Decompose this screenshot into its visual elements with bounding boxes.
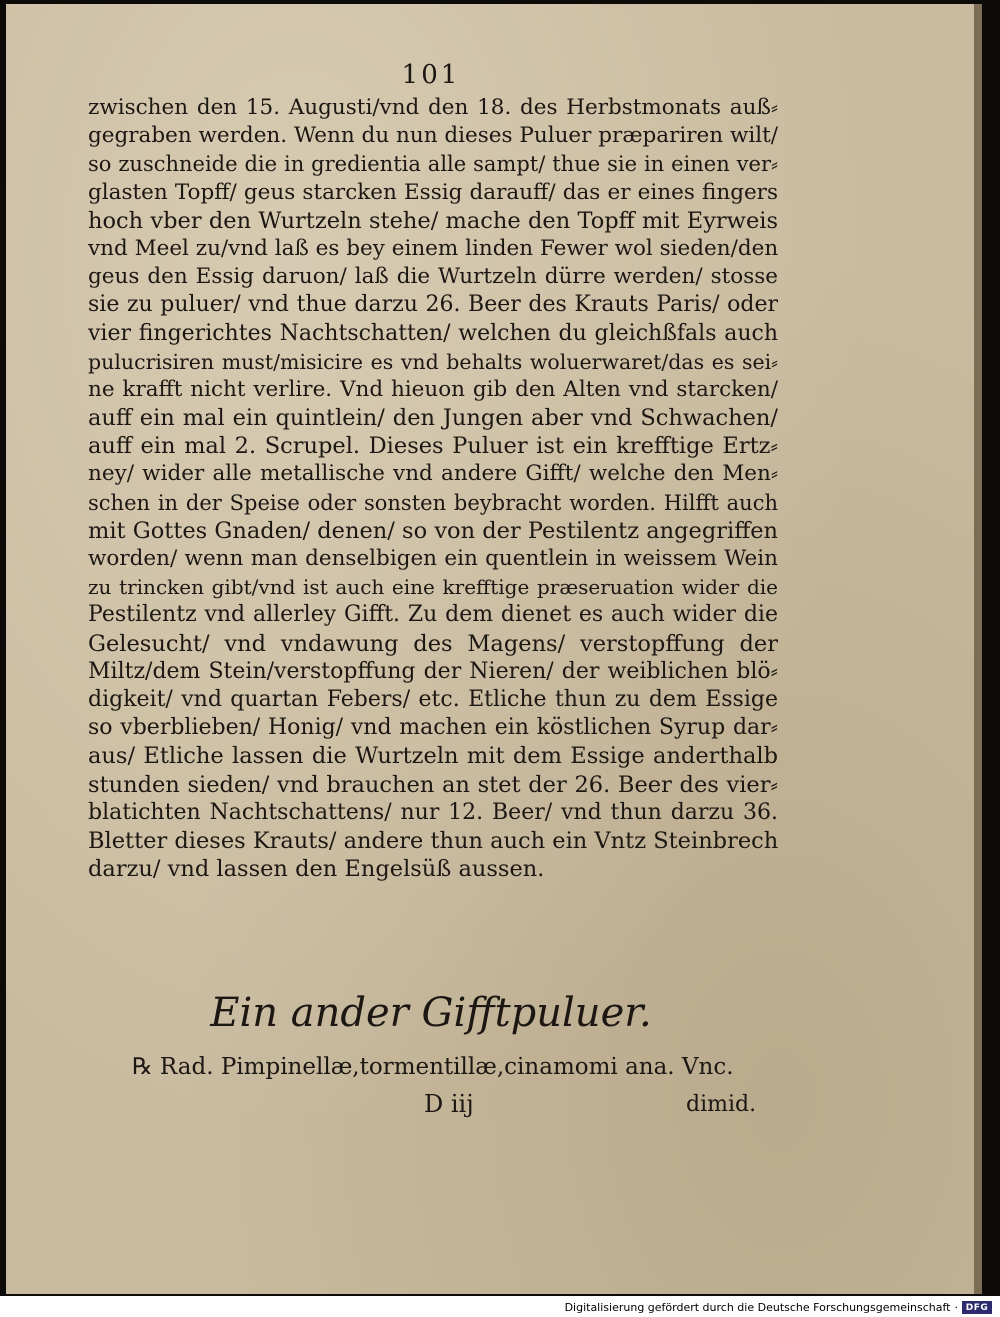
text-line: Bletter dieses Krauts/ andere thun auch ein Vntz Steinbrech <box>88 827 778 854</box>
section-heading: Ein ander Gifftpuluer. <box>210 990 652 1036</box>
dfg-logo: DFG <box>962 1301 992 1314</box>
text-line: ney/ wider alle metallische vnd andere Gifft/ welche den Men⸗ <box>88 461 778 487</box>
text-line: stunden sieden/ vnd brauchen an stet der 26. Beer des vier⸗ <box>88 771 778 798</box>
text-line: Miltz/dem Stein/verstopffung der Nieren/ der weiblichen blö⸗ <box>88 658 778 684</box>
text-line: mit Gottes Gnaden/ denen/ so von der Pestilentz angegriffen <box>88 517 778 544</box>
text-line: zu trincken gibt/vnd ist auch eine krefftige præseruation wider die <box>88 575 778 600</box>
text-line: sie zu puluer/ vnd thue darzu 26. Beer des Krauts Paris/ oder <box>88 292 778 318</box>
text-line: vnd Meel zu/vnd laß es bey einem linden Fewer wol sieden/den <box>88 235 778 261</box>
text-line: digkeit/ vnd quartan Febers/ etc. Etliche thun zu dem Essige <box>88 686 778 712</box>
text-line: ne krafft nicht verlire. Vnd hieuon gib den Alten vnd starcken/ <box>88 376 778 402</box>
text-line: gegraben werden. Wenn du nun dieses Puluer præpariren wilt/ <box>88 123 778 149</box>
page-number: 101 <box>401 60 461 90</box>
signature-mark: D iij <box>424 1090 474 1118</box>
text-line: darzu/ vnd lassen den Engelsüß aussen. <box>88 856 545 883</box>
text-line: Pestilentz vnd allerley Gifft. Zu dem dienet es auch wider die <box>88 602 778 628</box>
text-line: so zuschneide die in gredientia alle sampt/ thue sie in einen ver⸗ <box>88 152 778 177</box>
text-line: hoch vber den Wurtzeln stehe/ mache den Topff mit Eyrweis <box>88 207 778 234</box>
text-line: Gelesucht/ vnd vndawung des Magens/ verstopffung der <box>88 630 778 657</box>
text-line: auff ein mal ein quintlein/ den Jungen aber vnd Schwachen/ <box>88 405 778 432</box>
text-line: glasten Topff/ geus starcken Essig darauff/ das er eines fingers <box>88 179 778 205</box>
funding-credit: Digitalisierung gefördert durch die Deutsche Forschungsgemeinschaft <box>564 1301 951 1314</box>
text-line: geus den Essig daruon/ laß die Wurtzeln dürre werden/ stosse <box>88 264 778 290</box>
text-line: aus/ Etliche lassen die Wurtzeln mit dem Essige anderthalb <box>88 743 778 770</box>
text-line: worden/ wenn man denselbigen ein quentlein in weissem Wein <box>88 546 778 571</box>
text-line: schen in der Speise oder sonsten beybracht worden. Hilfft auch <box>88 490 778 515</box>
text-line: vier fingerichtes Nachtschatten/ welchen du gleichßfals auch <box>88 320 778 346</box>
text-line: zwischen den 15. Augusti/vnd den 18. des Herbstmonats auß⸗ <box>88 95 778 120</box>
text-line: auff ein mal 2. Scrupel. Dieses Puluer ist ein krefftige Ertz⸗ <box>88 433 778 460</box>
catchword: dimid. <box>686 1092 757 1117</box>
separator-dot: · <box>954 1301 958 1314</box>
text-line: pulucrisiren must/misicire es vnd behalts woluerwaret/das es sei⸗ <box>88 349 778 374</box>
text-line: so vberblieben/ Honig/ vnd machen ein köstlichen Syrup dar⸗ <box>88 715 778 741</box>
page-edge <box>974 4 982 1294</box>
footer <box>565 1301 992 1314</box>
text-line: blatichten Nachtschattens/ nur 12. Beer/ vnd thun darzu 36. <box>88 799 778 825</box>
body-text <box>88 94 778 883</box>
book-page <box>6 4 974 1294</box>
recipe-line: ℞ Rad. Pimpinellæ,tormentillæ,cinamomi ana. Vnc. <box>132 1054 734 1080</box>
